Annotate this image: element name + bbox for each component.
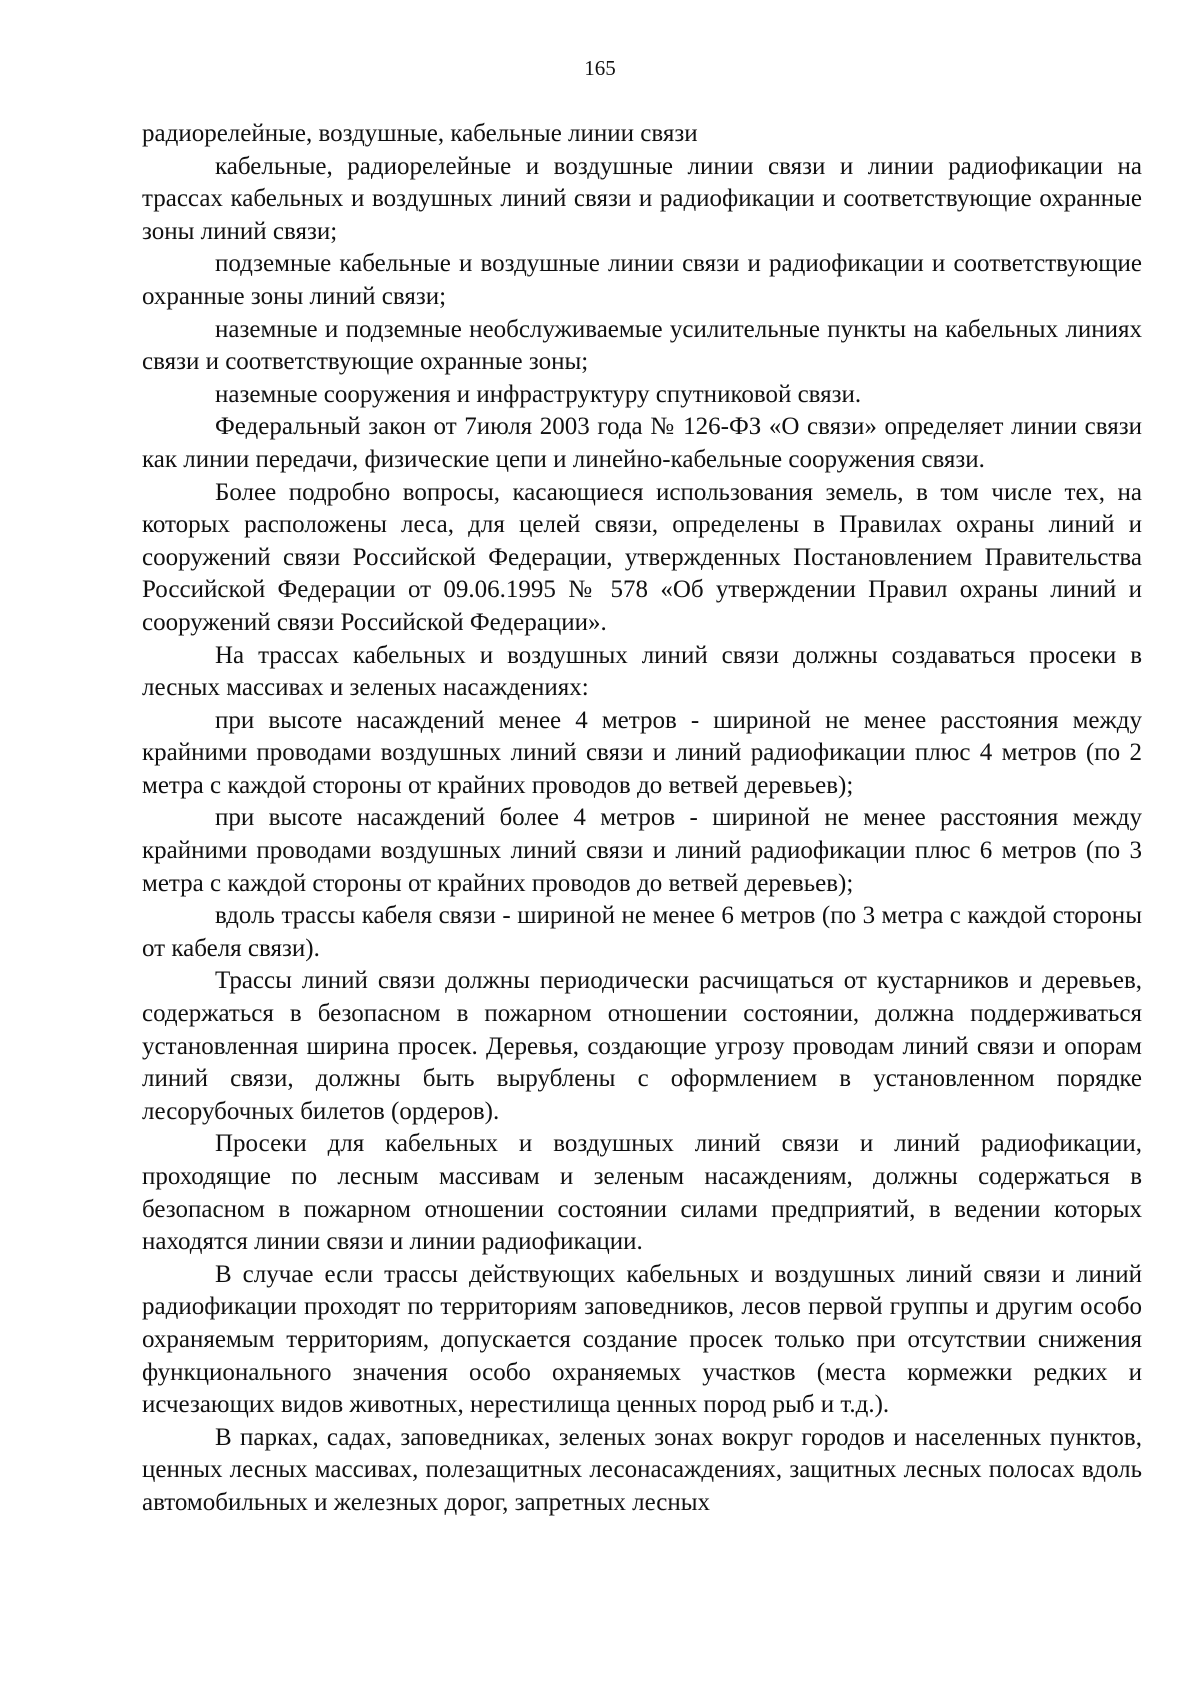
paragraph-3: подземные кабельные и воздушные линии связи и радиофикации и соответствующие охранные зоны линий связи;	[142, 250, 1142, 310]
paragraph-8: На трассах кабельных и воздушных линий связи должны создаваться просеки в лесных массивах и зеленых насаждениях:	[142, 641, 1142, 702]
paragraph-14: В случае если трассы действующих кабельных и воздушных линий связи и линий радиофикации проходят по территориям заповедников, лесов первой группы и другим особо охраняемым территориям, допускается создание просек только при отсутствии снижения функционального значения особо охраняемых участков (места кормежки редких и исчезающих видов животных, нерестилища ценных пород рыб и т.д.).	[142, 1260, 1142, 1419]
paragraph-7: Более подробно вопросы, касающиеся использования земель, в том числе тех, на которых расположены леса, для целей связи, определены в Правилах охраны линий и сооружений связи Российской Федерации, утвержденных Постановлением Правительства Российской Федерации от 09.06.1995 № 578 «Об утверждении Правил охраны линий и сооружений связи Российской Федерации».	[142, 478, 1142, 636]
document-body	[142, 118, 1142, 1520]
paragraph-10: при высоте насаждений более 4 метров - шириной не менее расстояния между крайними проводами воздушных линий связи и линий радиофикации плюс 6 метров (по 3 метра с каждой стороны от крайних проводов до ветвей деревьев);	[142, 804, 1142, 897]
paragraph-4: наземные и подземные необслуживаемые усилительные пункты на кабельных линиях связи и соответствующие охранные зоны;	[142, 315, 1142, 376]
paragraph-12: Трассы линий связи должны периодически расчищаться от кустарников и деревьев, содержаться в безопасном в пожарном отношении состоянии, должна поддерживаться установленная ширина просек. Деревья, создающие угрозу проводам линий связи и опорам линий связи, должны быть вырублены с оформлением в установленном порядке лесорубочных билетов (ордеров).	[142, 967, 1142, 1125]
paragraph-1: радиорелейные, воздушные, кабельные линии связи	[142, 120, 698, 147]
paragraph-6: Федеральный закон от 7июля 2003 года № 126-ФЗ «О связи» определяет линии связи как линии передачи, физические цепи и линейно-кабельные сооружения связи.	[142, 413, 1142, 473]
paragraph-9: при высоте насаждений менее 4 метров - шириной не менее расстояния между крайними проводами воздушных линий связи и линий радиофикации плюс 4 метров (по 2 метра с каждой стороны от крайних проводов до ветвей деревьев);	[142, 706, 1142, 799]
paragraph-13: Просеки для кабельных и воздушных линий связи и линий радиофикации, проходящие по лесным массивам и зеленым насаждениям, должны содержаться в безопасном в пожарном отношении состоянии силами предприятий, в ведении которых находятся линии связи и линии радиофикации.	[142, 1130, 1142, 1256]
paragraph-2: кабельные, радиорелейные и воздушные линии связи и линии радиофикации на трассах кабельных и воздушных линий связи и радиофикации и соответствующие охранные зоны линий связи;	[142, 152, 1142, 245]
page-number: 165	[584, 56, 616, 80]
paragraph-15: В парках, садах, заповедниках, зеленых зонах вокруг городов и населенных пунктов, ценных лесных массивах, полезащитных лесонасаждениях, защитных лесных полосах вдоль автомобильных и железных дорог, запретных лесных	[142, 1423, 1142, 1516]
paragraph-5: наземные сооружения и инфраструктуру спутниковой связи.	[215, 380, 862, 408]
paragraph-11: вдоль трассы кабеля связи - шириной не менее 6 метров (по 3 метра с каждой стороны от кабеля связи).	[142, 902, 1142, 962]
